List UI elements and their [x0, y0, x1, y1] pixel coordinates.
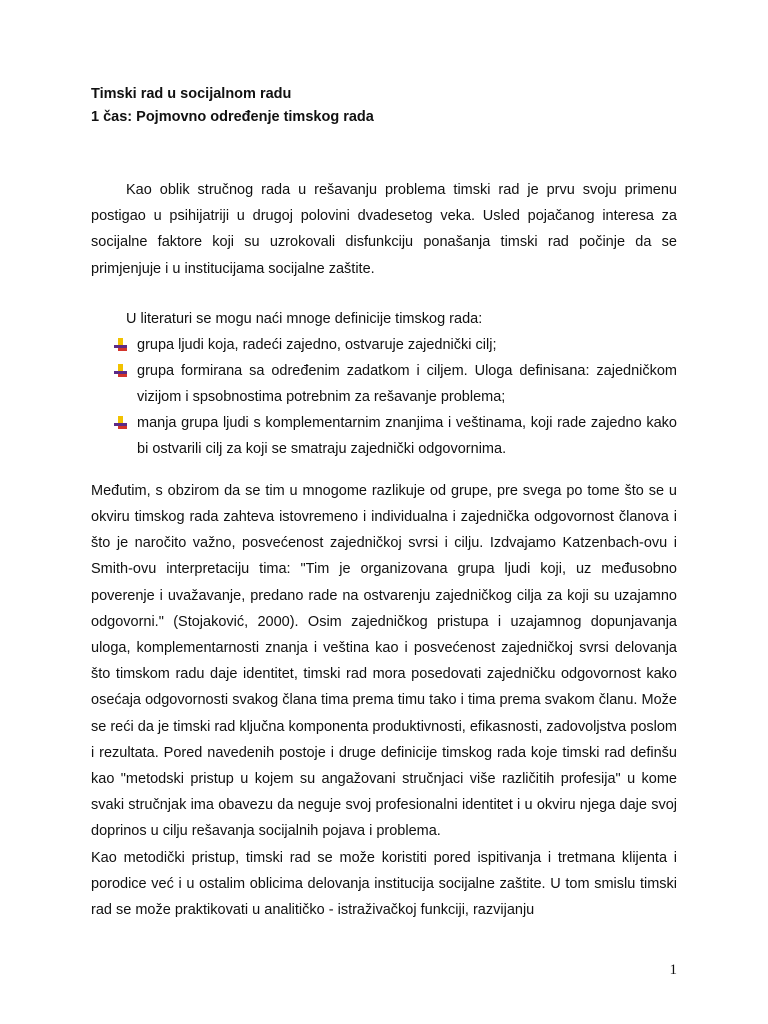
list-item: [91, 332, 677, 358]
list-item: [91, 358, 677, 410]
paragraph-methodical-approach: Kao metodički pristup, timski rad se može koristiti pored ispitivanja i tretmana klijenta i porodice već i u ostalim oblicima delovanja institucija socijalne zaštite. U tom smislu timski rad se može praktikovati u analitičko - istraživačkoj funkciji, razvijanju: [91, 849, 677, 919]
definitions-list: [91, 332, 677, 462]
list-item-text: grupa formirana sa određenim zadatkom i ciljem. Uloga definisana: zajedničkom vizijom i spsobnostima potrebnim za rešavanje problema;: [137, 362, 677, 405]
bullet-cube-icon: [114, 416, 128, 430]
document-title: Timski rad u socijalnom radu: [91, 86, 292, 102]
page-number: 1: [669, 962, 677, 978]
paragraph-team-definition: Međutim, s obzirom da se tim u mnogome razlikuje od grupe, pre svega po tome što se u okviru timskog rada zahteva istovremeno i individualna i zajednička odgovornost članova i što je naročito važno, posvećenost zajedničkoj svrsi i cilju. Izdvajamo Katzenbach-ovu i Smith-ovu interpretaciju tima: "Tim je organizovana grupa ljudi koji, uz međusobno poverenje i uvažavanje, predano rade na ostvarenju zajedničkog cilja za koji su uzajamno odgovorni." (Stojaković, 2000). Osim zajedničkog pristupa i uzajamnog dopunjavanja uloga, komplementarnosti znanja i veština kao i posvećenost zajedničkoj svrsi delovanja što timskom radu daje identitet, timski rad mora posedovati zajedničku odgovornost kako osećaja odgovornosti svakog člana tima prema timu tako i tima prema svakom članu. Može se reći da je timski rad ključna komponenta produktivnosti, efikasnosti, zadovoljstva poslom i rezultata. Pored navedenih postoje i druge definicije timskog rada koje timski rad definšu kao "metodski pristup u kojem su angažovani stručnjaci više različitih profesija" u kome svaki stručnjak ima obavezu da neguje svoj profesionalni identitet i u okviru njega daje svoj doprinos u cilju rešavanja socijalnih pojava i problema.: [91, 482, 677, 840]
bullet-cube-icon: [114, 364, 128, 378]
list-item-text: grupa ljudi koja, radeći zajedno, ostvaruje zajednički cilj;: [137, 336, 497, 353]
list-item-text: manja grupa ljudi s komplementarnim znanjima i veštinama, koji rade zajedno kako bi ostvarili cilj za koji se smatraju zajednički odgovornima.: [137, 414, 677, 457]
paragraph-intro: Kao oblik stručnog rada u rešavanju problema timski rad je prvu svoju primenu postigao u psihijatriji u drugoj polovini dvadesetog veka. Usled pojačanog interesa za socijalne faktore koji su uzrokovali disfunkciju ponašanja timski rad počinje da se primjenjuje i u institucijama socijalne zaštite.: [91, 182, 677, 277]
list-item: [91, 410, 677, 462]
document-subtitle: 1 čas: Pojmovno određenje timskog rada: [91, 109, 374, 125]
literature-intro: U literaturi se mogu naći mnoge definicije timskog rada:: [126, 310, 483, 327]
document-page: [91, 84, 677, 923]
bullet-cube-icon: [114, 338, 128, 352]
